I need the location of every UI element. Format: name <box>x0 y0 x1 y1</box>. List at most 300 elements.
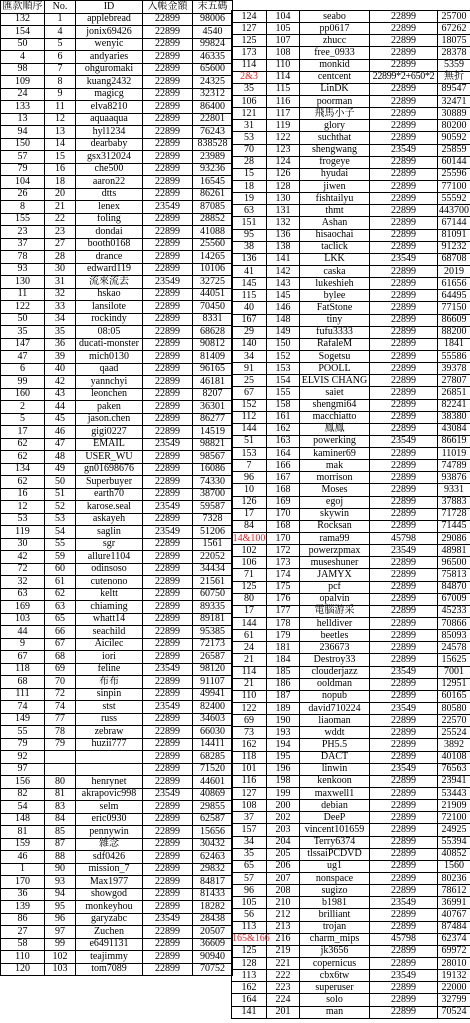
cell-no: 170 <box>267 533 300 545</box>
cell-remit-order: 4 <box>1 51 45 64</box>
cell-amount: 22899 <box>370 193 438 205</box>
cell-amount: 22899 <box>370 982 438 994</box>
table-row <box>232 970 470 982</box>
cell-amount: 22899 <box>143 363 193 376</box>
cell-remit-order: 62 <box>1 476 45 489</box>
table-row <box>1 238 233 251</box>
cell-no: 190 <box>267 715 300 727</box>
cell-remit-order: 140 <box>232 338 267 350</box>
cell-amount: 23549 <box>370 897 438 909</box>
cell-last-five: 81091 <box>438 229 470 241</box>
cell-id: monkid <box>300 59 370 71</box>
cell-remit-order: 91 <box>232 363 267 375</box>
cell-no: 49 <box>45 463 76 476</box>
cell-last-five: 71445 <box>438 520 470 532</box>
cell-last-five: 443700 <box>439 204 469 216</box>
cell-last-five: 15625 <box>438 654 470 666</box>
table-row <box>1 488 233 501</box>
cell-remit-order: 105 <box>232 897 267 909</box>
table-row <box>232 326 470 338</box>
cell-remit-order: 96 <box>232 885 267 897</box>
cell-last-five: 1560 <box>438 860 470 872</box>
cell-no: 6 <box>45 51 76 64</box>
cell-remit-order: 30 <box>1 538 45 551</box>
cell-amount: 22899 <box>370 35 438 47</box>
cell-last-five: 55592 <box>438 193 470 205</box>
table-row <box>1 263 233 276</box>
cell-no: 43 <box>45 388 76 401</box>
cell-no: 149 <box>267 326 300 338</box>
cell-amount: 22899 <box>143 538 193 551</box>
cell-id: linwin <box>300 763 370 775</box>
cell-id: glory <box>300 120 370 132</box>
cell-id: lenex <box>76 201 143 214</box>
cell-last-five: 49941 <box>193 688 233 701</box>
cell-no: 131 <box>267 205 300 217</box>
cell-no: 95 <box>45 901 76 914</box>
cell-remit-order: 12 <box>1 501 45 514</box>
cell-last-five: 36609 <box>193 938 233 951</box>
table-row <box>232 350 470 362</box>
cell-last-five: 2019 <box>438 265 470 277</box>
cell-remit-order: 164 <box>232 994 267 1006</box>
cell-id: tom7089 <box>76 963 143 976</box>
cell-id: whatt14 <box>76 613 143 626</box>
cell-id: shengwang <box>300 144 370 156</box>
table-row <box>232 460 470 472</box>
cell-no: 87 <box>45 838 76 851</box>
cell-remit-order: 97 <box>1 763 45 776</box>
cell-amount: 22899 <box>143 863 193 876</box>
cell-last-five: 25560 <box>193 238 233 251</box>
cell-amount: 23549 <box>370 545 438 557</box>
cell-remit-order: 61 <box>232 630 267 642</box>
cell-last-five: 80236 <box>438 872 470 884</box>
cell-id: debian <box>300 800 370 812</box>
cell-amount: 23549 <box>370 970 438 982</box>
cell-id: mission_7 <box>76 863 143 876</box>
table-row <box>1 76 233 89</box>
table-row <box>232 994 470 1006</box>
cell-last-five: 28378 <box>438 47 470 59</box>
cell-amount: 22899 <box>143 176 193 189</box>
cell-id: fufu3333 <box>300 326 370 338</box>
cell-last-five: 29832 <box>193 863 233 876</box>
cell-no: 193 <box>267 727 300 739</box>
cell-last-five: 39378 <box>438 363 470 375</box>
cell-amount: 22899 <box>143 776 193 789</box>
table-row <box>232 484 470 496</box>
table-row <box>232 848 470 860</box>
cell-amount: 22899 <box>370 945 438 957</box>
table-row <box>1 413 233 426</box>
cell-no: 22 <box>45 213 76 226</box>
table-row <box>232 120 470 132</box>
cell-id: kenkoon <box>300 775 370 787</box>
cell-amount: 22899 <box>370 593 438 605</box>
cell-id: allure1104 <box>76 551 143 564</box>
table-row <box>1 226 233 239</box>
cell-amount: 22899 <box>143 388 193 401</box>
cell-amount: 22899 <box>370 836 438 848</box>
cell-last-five: 90940 <box>193 951 233 964</box>
cell-no <box>45 751 76 764</box>
cell-amount: 22899 <box>370 265 438 277</box>
table-row <box>232 193 470 205</box>
cell-amount: 23549 <box>143 701 193 714</box>
cell-no: 184 <box>267 654 300 666</box>
cell-id: selm <box>76 801 143 814</box>
cell-last-five: 71728 <box>438 508 470 520</box>
cell-remit-order: 115 <box>232 290 267 302</box>
cell-last-five: 86609 <box>438 314 470 326</box>
cell-amount: 22899 <box>143 551 193 564</box>
cell-remit-order: 35 <box>232 83 267 95</box>
cell-remit-order: 126 <box>232 496 267 508</box>
cell-no: 67 <box>45 638 76 651</box>
table-row <box>1 788 233 801</box>
cell-no: 44 <box>45 401 76 414</box>
cell-amount: 22899 <box>370 690 438 702</box>
cell-no: 78 <box>45 726 76 739</box>
cell-last-five: 44051 <box>193 288 233 301</box>
cell-remit-order: 155 <box>1 213 45 226</box>
cell-no: 162 <box>267 423 300 435</box>
cell-remit-order: 29 <box>232 326 267 338</box>
table-row <box>232 241 470 253</box>
table-row <box>1 301 233 314</box>
cell-remit-order: 34 <box>232 350 267 362</box>
cell-no: 141 <box>267 253 300 265</box>
cell-last-five: 25700 <box>438 11 470 23</box>
cell-no: 30 <box>45 263 76 276</box>
cell-amount: 22899 <box>370 678 438 690</box>
cell-amount: 22899 <box>370 775 438 787</box>
table-row <box>232 23 470 35</box>
cell-id: seabo <box>300 11 370 23</box>
cell-last-five: 21909 <box>438 800 470 812</box>
cell-id: helldiver <box>300 618 370 630</box>
cell-no: 88 <box>45 851 76 864</box>
cell-amount: 22899 <box>143 213 193 226</box>
cell-last-five: 64495 <box>438 290 470 302</box>
cell-last-five: 24578 <box>438 642 470 654</box>
table-row <box>1 563 233 576</box>
cell-no: 130 <box>267 193 300 205</box>
cell-amount: 22899 <box>370 23 438 35</box>
cell-last-five: 30889 <box>438 108 470 120</box>
cell-last-five: 22052 <box>193 551 233 564</box>
cell-no: 90 <box>45 863 76 876</box>
cell-id: Sogetsu <box>300 350 370 362</box>
cell-no: 80 <box>45 776 76 789</box>
cell-last-five: 32799 <box>438 994 470 1006</box>
table-row <box>232 387 470 399</box>
table-row <box>1 338 233 351</box>
cell-id: eric0930 <box>76 813 143 826</box>
cell-amount: 22899 <box>143 613 193 626</box>
cell-last-five: 46181 <box>193 376 233 389</box>
table-row <box>1 738 233 751</box>
cell-no: 15 <box>45 151 76 164</box>
cell-remit-order: 173 <box>232 47 267 59</box>
cell-amount: 22899 <box>143 513 193 526</box>
cell-amount: 22899 <box>370 848 438 860</box>
table-row <box>1 151 233 164</box>
cell-remit-order: 103 <box>1 613 45 626</box>
cell-amount: 22899 <box>143 226 193 239</box>
cell-remit-order: 133 <box>1 101 45 114</box>
cell-no: 8 <box>45 76 76 89</box>
cell-id: powerking <box>300 435 370 447</box>
cell-last-five: 95385 <box>193 626 233 639</box>
cell-id: solo <box>300 994 370 1006</box>
cell-id: ELVIS CHANG <box>300 375 370 387</box>
table-row <box>1 113 233 126</box>
cell-amount: 22899 <box>370 156 438 168</box>
cell-no: 155 <box>267 387 300 399</box>
cell-remit-order: 108 <box>232 800 267 812</box>
cell-id: jiwen <box>300 180 370 192</box>
cell-no: 50 <box>45 476 76 489</box>
cell-no: 203 <box>267 824 300 836</box>
cell-remit-order: 41 <box>232 265 267 277</box>
cell-amount: 22899 <box>143 38 193 51</box>
cell-no: 179 <box>267 630 300 642</box>
cell-amount: 22899 <box>370 957 438 969</box>
cell-amount: 22899 <box>143 401 193 414</box>
cell-no: 11 <box>45 101 76 114</box>
table-row <box>1 838 233 851</box>
table-row <box>232 751 470 763</box>
cell-last-five: 15656 <box>193 826 233 839</box>
cell-last-five: 62374 <box>438 933 470 945</box>
cell-amount: 22899 <box>370 108 438 120</box>
cell-no <box>45 763 76 776</box>
cell-no: 107 <box>267 35 300 47</box>
cell-amount: 22899 <box>370 241 438 253</box>
cell-last-five: 76563 <box>438 763 470 775</box>
cell-remit-order: 124 <box>232 11 267 23</box>
cell-last-five: 5359 <box>438 59 470 71</box>
cell-last-five: 87484 <box>438 921 470 933</box>
cell-amount: 23549 <box>143 438 193 451</box>
cell-last-five: 29086 <box>438 533 470 545</box>
cell-id: nopub <box>300 690 370 702</box>
cell-last-five: 18075 <box>438 35 470 47</box>
table-row <box>232 290 470 302</box>
cell-id: e6491131 <box>76 938 143 951</box>
cell-remit-order: 21 <box>232 654 267 666</box>
cell-remit-order: 70 <box>232 144 267 156</box>
table-row <box>1 26 233 39</box>
cell-no: 68 <box>45 651 76 664</box>
cell-id: elva8210 <box>76 101 143 114</box>
cell-last-five: 72100 <box>438 812 470 824</box>
cell-id: caska <box>300 265 370 277</box>
cell-no: 60 <box>45 563 76 576</box>
cell-last-five: 無折 <box>438 71 470 83</box>
cell-amount: 23549 <box>143 201 193 214</box>
cell-amount: 22899 <box>370 217 438 229</box>
cell-remit-order: 16 <box>1 488 45 501</box>
cell-remit-order: 93 <box>1 263 45 276</box>
cell-last-five: 38380 <box>438 411 470 423</box>
table-row <box>232 217 470 229</box>
header-id: ID <box>76 1 143 14</box>
cell-remit-order: 55 <box>1 726 45 739</box>
cell-last-five: 37883 <box>438 496 470 508</box>
cell-amount: 22899 <box>370 909 438 921</box>
cell-amount: 22899 <box>370 1006 438 1018</box>
cell-amount: 22899 <box>143 626 193 639</box>
cell-no: 213 <box>267 921 300 933</box>
cell-amount: 22899 <box>370 120 438 132</box>
cell-no: 96 <box>45 913 76 926</box>
table-row <box>232 909 470 921</box>
cell-no: 195 <box>267 751 300 763</box>
table-row <box>1 813 233 826</box>
cell-amount: 22899 <box>143 376 193 389</box>
cell-id: trojan <box>300 921 370 933</box>
cell-remit-order: 151 <box>232 217 267 229</box>
cell-no: 55 <box>45 538 76 551</box>
cell-amount: 22899 <box>370 872 438 884</box>
table-row <box>232 666 470 678</box>
cell-id: Rocksan <box>300 520 370 532</box>
cell-last-five: 90812 <box>193 338 233 351</box>
cell-last-five: 7001 <box>438 666 470 678</box>
cell-remit-order: 114 <box>232 666 267 678</box>
table-row <box>1 913 233 926</box>
cell-no: 216 <box>267 933 300 945</box>
cell-no: 176 <box>267 593 300 605</box>
cell-remit-order: 113 <box>232 970 267 982</box>
table-row <box>1 251 233 264</box>
cell-remit-order: 118 <box>1 663 45 676</box>
cell-no: 221 <box>267 957 300 969</box>
table-row <box>232 654 470 666</box>
cell-id: akrapovic998 <box>76 788 143 801</box>
cell-remit-order: 125 <box>232 581 267 593</box>
cell-amount: 22899 <box>370 399 438 411</box>
cell-id: zebraw <box>76 726 143 739</box>
cell-remit-order: 42 <box>1 551 45 564</box>
cell-amount: 22899 <box>143 163 193 176</box>
cell-no: 31 <box>45 276 76 289</box>
cell-id: monkeyhou <box>76 901 143 914</box>
cell-id: askayeh <box>76 513 143 526</box>
cell-remit-order: 35 <box>232 848 267 860</box>
cell-amount: 22899 <box>370 715 438 727</box>
cell-remit-order: 125 <box>232 35 267 47</box>
cell-no: 102 <box>45 951 76 964</box>
cell-no: 27 <box>45 238 76 251</box>
table-row <box>232 921 470 933</box>
cell-remit-order: 170 <box>1 876 45 889</box>
table-row <box>232 132 470 144</box>
cell-id: 布布 <box>76 676 143 689</box>
cell-remit-order: 36 <box>1 888 45 901</box>
cell-amount: 22899 <box>143 676 193 689</box>
table-row <box>1 863 233 876</box>
cell-id: jonix69426 <box>76 26 143 39</box>
cell-last-five: 21561 <box>193 576 233 589</box>
cell-last-five: 80200 <box>438 120 470 132</box>
cell-amount: 22899 <box>370 921 438 933</box>
cell-last-five: 59587 <box>193 501 233 514</box>
table-row <box>232 144 470 156</box>
table-row <box>232 423 470 435</box>
cell-remit-order: 144 <box>232 423 267 435</box>
cell-amount: 23549 <box>370 435 438 447</box>
cell-last-five: 98821 <box>193 438 233 451</box>
cell-amount: 22899 <box>370 824 438 836</box>
cell-id: free_0933 <box>300 47 370 59</box>
cell-id: earth70 <box>76 488 143 501</box>
cell-amount: 22899 <box>143 738 193 751</box>
cell-last-five: 98006 <box>193 13 233 26</box>
cell-last-five: 80580 <box>438 703 470 715</box>
cell-remit-order: 79 <box>1 163 45 176</box>
cell-id: charm_mips <box>300 933 370 945</box>
cell-no: 202 <box>267 812 300 824</box>
table-row <box>1 726 233 739</box>
cell-amount: 22899 <box>143 288 193 301</box>
cell-last-five: 32725 <box>193 276 233 289</box>
cell-remit-order: 17 <box>232 508 267 520</box>
cell-amount: 22899 <box>370 605 438 617</box>
cell-remit-order: 68 <box>1 676 45 689</box>
cell-remit-order: 132 <box>1 13 45 26</box>
cell-last-five: 62587 <box>193 813 233 826</box>
cell-id: huzii777 <box>76 738 143 751</box>
cell-remit-order: 125 <box>232 945 267 957</box>
cell-last-five: 14265 <box>193 251 233 264</box>
cell-last-five: 93876 <box>438 472 470 484</box>
cell-last-five: 87085 <box>193 201 233 214</box>
cell-last-five: 3892 <box>438 739 470 751</box>
cell-id: JAMYX <box>300 569 370 581</box>
cell-no: 81 <box>45 788 76 801</box>
table-row <box>232 205 470 217</box>
cell-no: 199 <box>267 788 300 800</box>
cell-last-five: 61656 <box>438 278 470 290</box>
header-no: No. <box>45 1 76 14</box>
table-row <box>1 963 233 976</box>
cell-id: aaron22 <box>76 176 143 189</box>
table-row <box>232 253 470 265</box>
cell-remit-order: 25 <box>232 375 267 387</box>
table-row <box>1 776 233 789</box>
cell-last-five: 74789 <box>438 460 470 472</box>
cell-remit-order: 169 <box>1 601 45 614</box>
cell-remit-order: 10 <box>232 484 267 496</box>
cell-no: 65 <box>45 613 76 626</box>
cell-last-five: 29855 <box>193 801 233 814</box>
table-row <box>1 276 233 289</box>
cell-remit-order: 81 <box>1 826 45 839</box>
cell-amount: 22899 <box>143 588 193 601</box>
cell-last-five: 22570 <box>438 715 470 727</box>
cell-remit-order: 53 <box>232 132 267 144</box>
cell-id: karose.seal <box>76 501 143 514</box>
cell-id: bylee <box>300 290 370 302</box>
cell-no: 132 <box>267 217 300 229</box>
cell-remit-order: 56 <box>232 909 267 921</box>
table-row <box>1 288 233 301</box>
cell-last-five: 38700 <box>193 488 233 501</box>
